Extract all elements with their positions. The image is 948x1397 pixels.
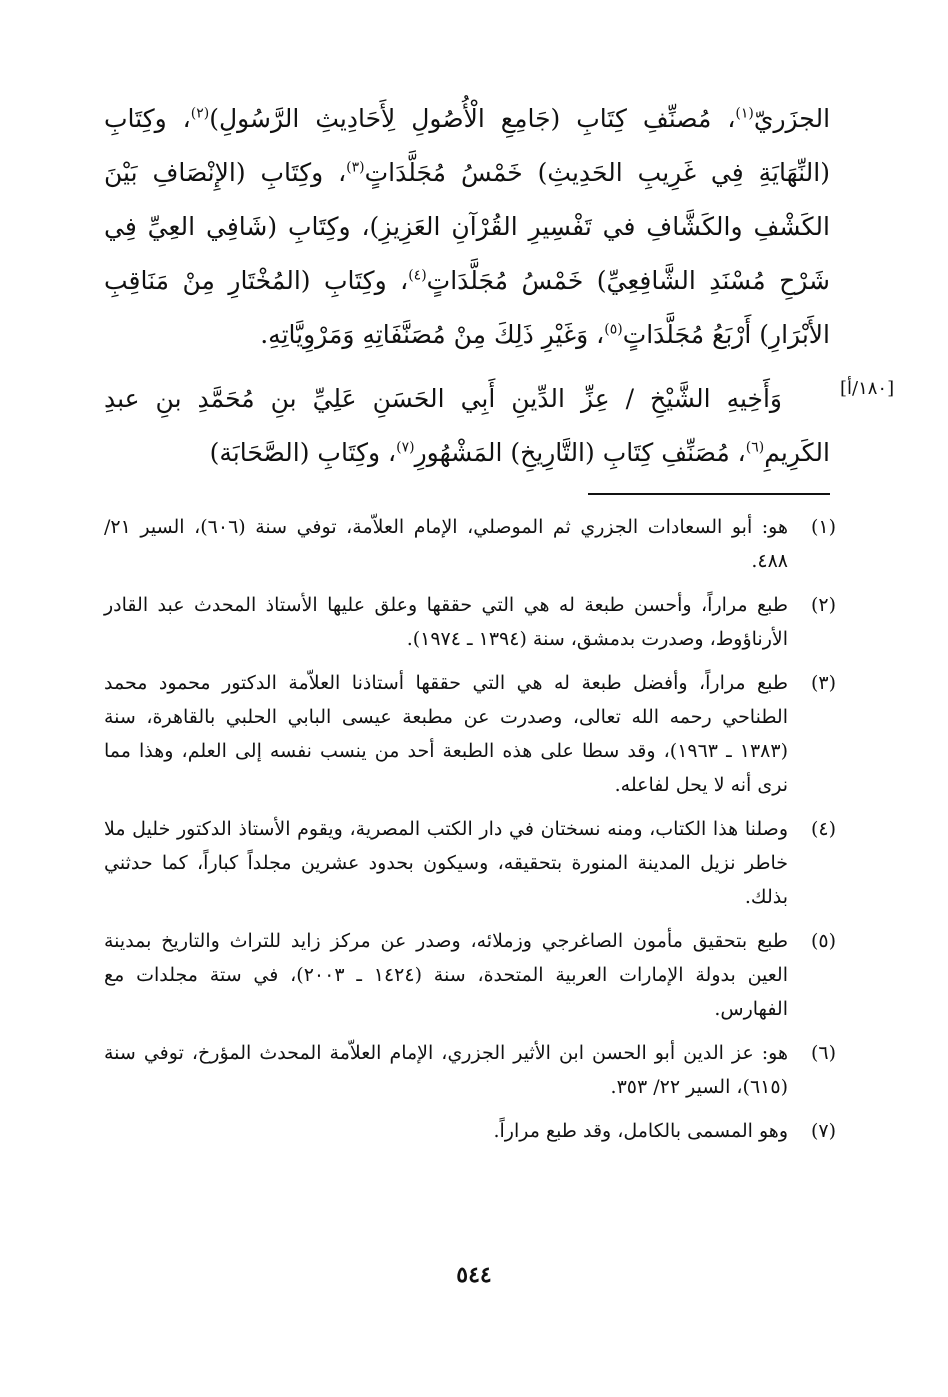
main-paragraph-1 <box>104 92 830 362</box>
text-segment: ، وكِتَابِ (الصَّحَابَة) <box>209 438 397 467</box>
page-number: ٥٤٤ <box>456 1262 492 1288</box>
footnote-ref-2[interactable]: (٢) <box>190 105 210 122</box>
footnote-number: (٣) <box>810 672 836 694</box>
footnote-ref-7[interactable]: (٧) <box>396 439 415 456</box>
footnote-number: (١) <box>810 516 836 538</box>
footnote-number: (٦) <box>810 1042 836 1064</box>
footnote-text: وهو المسمى بالكامل، وقد طبع مراراً. <box>493 1120 788 1142</box>
footnote-2 <box>104 588 836 656</box>
footnote-text: طبع بتحقيق مأمون الصاغرجي وزملائه، وصدر عن مركز زايد للتراث والتاريخ بمدينة العين بدولة الإمارات العربية المتحدة، سنة (١٤٢٤ ـ ٢٠٠٣)، في ستة مجلدات مع الفهارس. <box>104 930 789 1020</box>
footnote-ref-1[interactable]: (١) <box>735 105 754 122</box>
footnote-text: طبع مراراً، وأحسن طبعة له هي التي حققها وعلق عليها الأستاذ المحدث عبد القادر الأرناؤوط، وصدرت بدمشق، سنة (١٣٩٤ ـ ١٩٧٤). <box>104 594 788 650</box>
footnote-7 <box>104 1114 836 1148</box>
footnote-3 <box>104 666 836 802</box>
footnote-text: هو: عز الدين أبو الحسن ابن الأثير الجزري، الإمام العلاّمة المحدث المؤرخ، توفي سنة (٦١٥)، السير ٢٢/ ٣٥٣. <box>104 1042 788 1098</box>
footnote-ref-6[interactable]: (٦) <box>745 439 765 456</box>
main-text <box>104 92 830 480</box>
footnote-4 <box>104 812 836 914</box>
footnote-5 <box>104 924 836 1026</box>
footnote-separator <box>588 493 830 495</box>
footnote-number: (٢) <box>810 594 836 616</box>
text-segment: ، وكِتَابِ (النِّهَايَةِ فِي غَرِيبِ الحَدِيثِ) خَمْسُ مُجَلَّدَاتٍ <box>104 104 830 187</box>
text-segment: ، وكِتَابِ (الإِنْصَافِ بَيْنَ الكَشْفِ والكَشَّافِ في تَفْسِيرِ القُرْآنِ العَزِيزِ)، وكِتَابِ (شَافِي العِيِّ فِي شَرْحِ مُسْنَدِ الشَّافِعِيِّ) خَمْسُ مُجَلَّدَاتٍ <box>104 158 830 295</box>
main-paragraph-2 <box>104 372 830 480</box>
text-segment: وَأَخِيهِ الشَّيْخِ / عِزِّ الدِّينِ أَبِي الحَسَنِ عَلِيِّ بنِ مُحَمَّدِ بنِ عبدِ الكَرِيمِ <box>104 384 830 467</box>
text-segment: الجزَريّ <box>753 104 831 133</box>
footnote-ref-4[interactable]: (٤) <box>408 267 427 284</box>
footnote-ref-3[interactable]: (٣) <box>346 159 365 176</box>
footnote-1 <box>104 510 836 578</box>
footnotes <box>104 510 836 1158</box>
footnote-6 <box>104 1036 836 1104</box>
footnote-text: طبع مراراً، وأفضل طبعة له هي التي حققها أستاذنا العلاّمة الدكتور محمود محمد الطناحي رحمه الله تعالى، وصدرت عن مطبعة عيسى البابي الحلبي بالقاهرة، سنة (١٣٨٣ ـ ١٩٦٣)، وقد سطا على هذه الطبعة أحد من ينسب نفسه إلى العلم، وهذا مما نرى أنه لا يحل لفاعله. <box>104 672 788 796</box>
text-segment: ، وكِتَابِ (المُخْتَارِ مِنْ مَنَاقِبِ الأَبْرَارِ) أَرْبَعُ مُجَلَّدَاتٍ <box>104 266 830 349</box>
text-segment: ، مُصَنِّفِ كِتَابِ (التَّارِيخِ) المَشْهُورِ <box>414 438 746 467</box>
manuscript-folio-ref: [١٨٠/أ] <box>840 378 895 399</box>
footnote-text: وصلنا هذا الكتاب، ومنه نسختان في دار الكتب المصرية، ويقوم الأستاذ الدكتور خليل ملا خاطر نزيل المدينة المنورة بتحقيقه، وسيكون بحدود عشرين مجلداً كباراً، كما حدثني بذلك. <box>104 818 788 908</box>
text-segment: ، مُصنِّفِ كِتَابِ (جَامِعِ الْأُصُولِ لِأَحَادِيثِ الرَّسُولِ) <box>209 104 736 133</box>
footnote-text: هو: أبو السعادات الجزري ثم الموصلي، الإمام العلاّمة، توفي سنة (٦٠٦)، السير ٢١/ ٤٨٨. <box>104 516 789 572</box>
footnote-number: (٧) <box>810 1120 836 1142</box>
footnote-ref-5[interactable]: (٥) <box>604 321 623 338</box>
text-segment: ، وَغَيْرِ ذَلِكَ مِنْ مُصَنَّفَاتِهِ وَمَرْوِيَّاتِهِ. <box>260 320 605 349</box>
footnote-number: (٥) <box>810 930 836 952</box>
footnote-number: (٤) <box>810 818 836 840</box>
